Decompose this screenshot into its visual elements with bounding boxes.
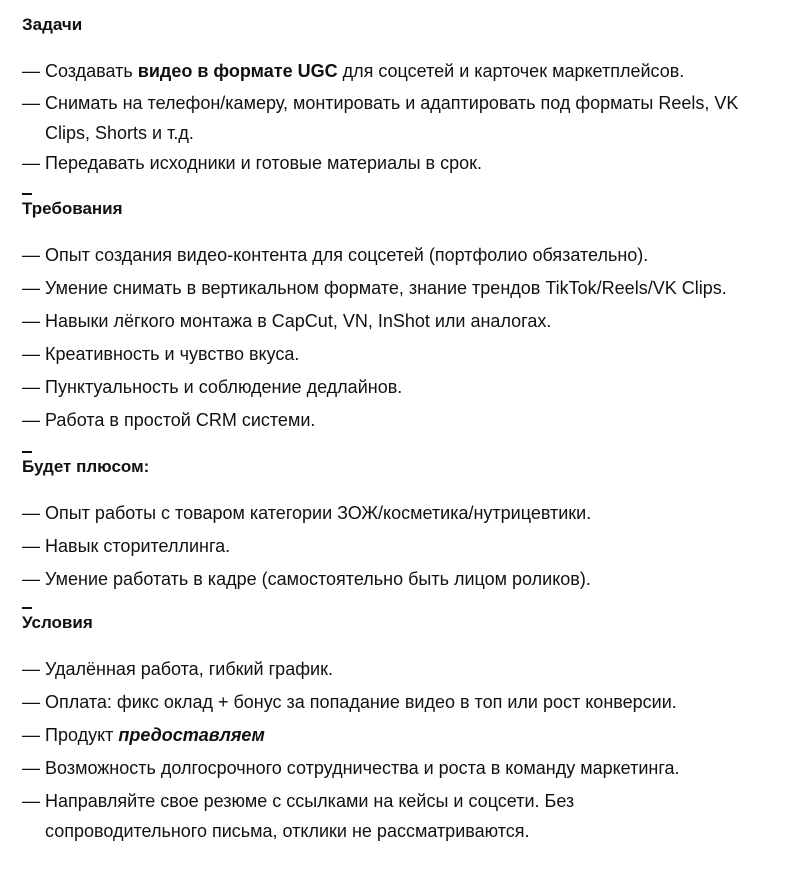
dash: —	[22, 410, 40, 430]
dash: —	[22, 725, 40, 745]
list-item: — Навык сторителлинга.	[22, 531, 792, 561]
dash: —	[22, 153, 40, 173]
dash: —	[22, 791, 40, 811]
section-heading-plus: Будет плюсом:	[22, 456, 149, 478]
dash: —	[22, 377, 40, 397]
overline-mark	[22, 193, 32, 195]
section-heading-requirements: Требования	[22, 198, 123, 220]
overline-mark	[22, 451, 32, 453]
list-item: — Передавать исходники и готовые материалы в срок.	[22, 148, 792, 178]
dash: —	[22, 758, 40, 778]
list-item: — Направляйте свое резюме с ссылками на кейсы и соцсети. Без сопроводительного письма, отклики не рассматриваются.	[22, 786, 792, 846]
list-item: — Продукт предоставляем	[22, 720, 792, 750]
list-item: — Креативность и чувство вкуса.	[22, 339, 792, 369]
list-item: — Навыки лёгкого монтажа в CapCut, VN, InShot или аналогах.	[22, 306, 792, 336]
dash: —	[22, 503, 40, 523]
overline-mark	[22, 607, 32, 609]
list-item: — Пунктуальность и соблюдение дедлайнов.	[22, 372, 792, 402]
list-item: — Работа в простой CRM системи.	[22, 405, 792, 435]
section-heading-conditions: Условия	[22, 612, 93, 634]
dash: —	[22, 61, 40, 81]
list-item: — Снимать на телефон/камеру, монтировать и адаптировать под форматы Reels, VK Clips, Shorts и т.д.	[22, 88, 792, 148]
dash: —	[22, 278, 40, 298]
dash: —	[22, 569, 40, 589]
dash: —	[22, 692, 40, 712]
list-item: — Возможность долгосрочного сотрудничества и роста в команду маркетинга.	[22, 753, 792, 783]
dash: —	[22, 311, 40, 331]
list-item: — Опыт работы с товаром категории ЗОЖ/косметика/нутрицевтики.	[22, 498, 792, 528]
section-heading-tasks: Задачи	[22, 15, 83, 34]
list-item: — Умение снимать в вертикальном формате, знание трендов TikTok/Reels/VK Clips.	[22, 273, 792, 303]
dash: —	[22, 659, 40, 679]
dash: —	[22, 245, 40, 265]
list-item: — Опыт создания видео-контента для соцсетей (портфолио обязательно).	[22, 240, 792, 270]
dash: —	[22, 93, 40, 113]
list-item: — Оплата: фикс оклад + бонус за попадание видео в топ или рост конверсии.	[22, 687, 792, 717]
list-item: — Создавать видео в формате UGC для соцсетей и карточек маркетплейсов.	[22, 56, 792, 86]
list-item: — Удалённая работа, гибкий график.	[22, 654, 792, 684]
dash: —	[22, 536, 40, 556]
dash: —	[22, 344, 40, 364]
list-item: — Умение работать в кадре (самостоятельно быть лицом роликов).	[22, 564, 792, 594]
